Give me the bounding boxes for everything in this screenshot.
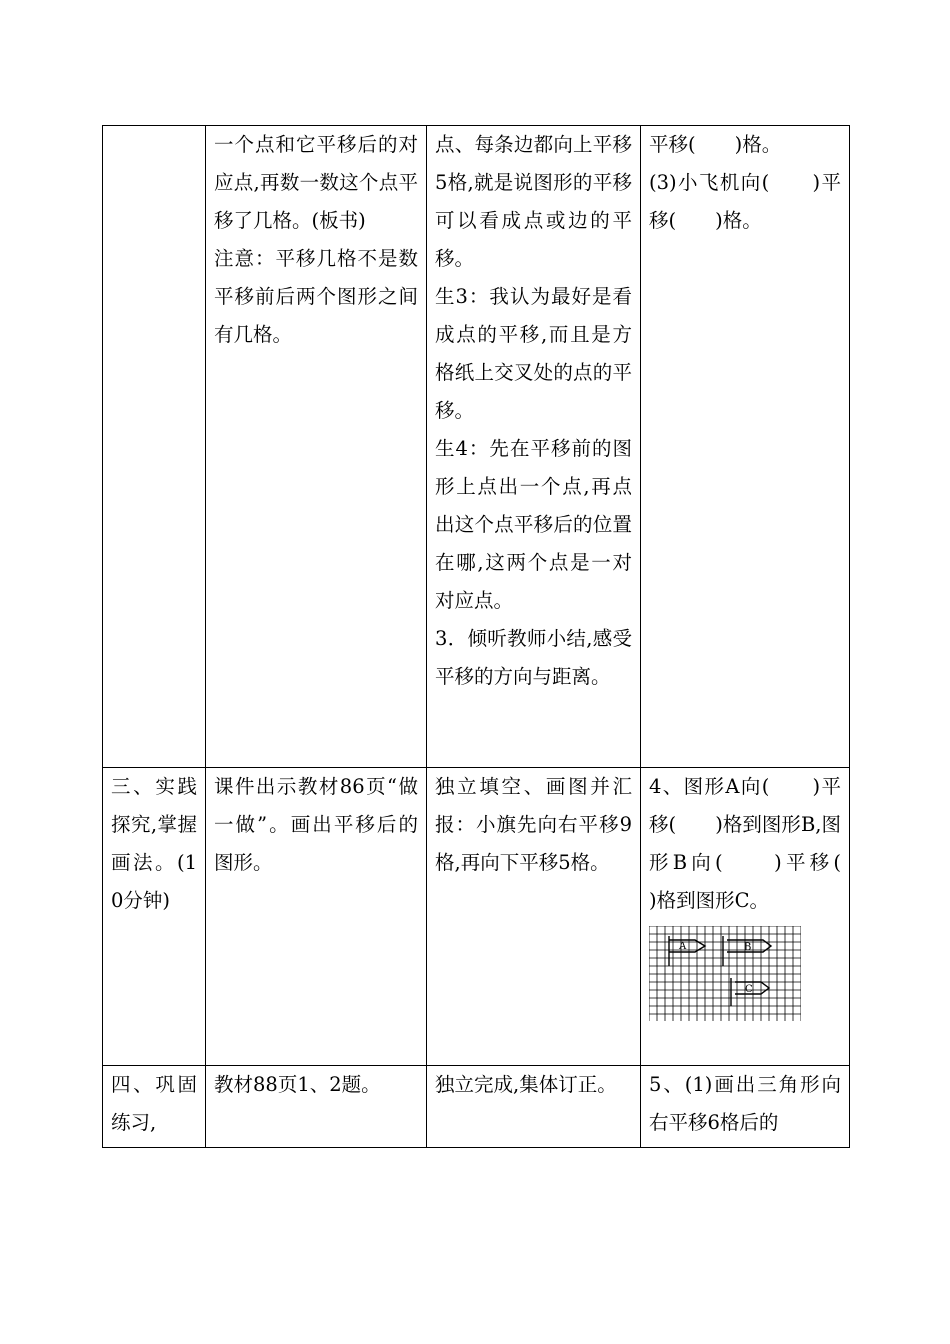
- paragraph: 5、(1)画出三角形向右平移6格后的: [649, 1073, 841, 1134]
- paragraph: 独立完成,集体订正。: [435, 1073, 617, 1096]
- paragraph: 注意：平移几格不是数平移前后两个图形之间有几格。: [214, 247, 418, 346]
- label-c: C: [745, 984, 753, 995]
- label-a: A: [679, 941, 687, 952]
- paragraph: 3．倾听教师小结,感受平移的方向与距离。: [435, 627, 632, 688]
- paragraph: 课件出示教材86页“做一做”。画出平移后的图形。: [214, 775, 418, 874]
- flag-a-shape: [669, 936, 705, 966]
- translation-grid-figure: [649, 920, 841, 1031]
- paragraph: 4、图形A向( )平移( )格到图形B,图形B向( )平移( )格到图形C。: [649, 775, 881, 912]
- grid-figure-svg: [649, 926, 801, 1021]
- paragraph: 四、巩固练习,: [111, 1073, 197, 1134]
- paragraph: 生4：先在平移前的图形上点出一个点,再点出这个点平移后的位置在哪,这两个点是一对对应点。: [435, 437, 632, 612]
- stage-cell: [103, 126, 206, 768]
- paragraph: 教材88页1、2题。: [214, 1073, 381, 1096]
- paragraph: 三、实践探究,掌握画法。(10分钟): [111, 775, 197, 912]
- paragraph: 一个点和它平移后的对应点,再数一数这个点平移了几格。(板书): [214, 133, 418, 232]
- teacher-activity-cell: [206, 126, 427, 768]
- teacher-activity-cell: [206, 768, 427, 1066]
- teacher-activity-cell: [206, 1066, 427, 1148]
- paragraph: 平移( )格。: [649, 133, 782, 156]
- exercise-cell: [641, 1066, 850, 1148]
- paragraph: (3)小飞机向( )平移( )格。: [649, 171, 841, 232]
- paragraph: 独立填空、画图并汇报：小旗先向右平移9格,再向下平移5格。: [435, 775, 632, 874]
- table-row: [103, 768, 850, 1066]
- stage-cell: [103, 1066, 206, 1148]
- stage-cell: [103, 768, 206, 1066]
- student-activity-cell: [427, 768, 641, 1066]
- student-activity-cell: [427, 1066, 641, 1148]
- lesson-plan-table: [102, 125, 881, 1148]
- paragraph: 生3：我认为最好是看成点的平移,而且是方格纸上交叉处的点的平移。: [435, 285, 632, 422]
- exercise-cell: [641, 768, 881, 1066]
- student-activity-cell: [427, 126, 641, 768]
- label-b: B: [744, 942, 752, 953]
- exercise-cell: [641, 126, 850, 768]
- paragraph: 点、每条边都向上平移5格,就是说图形的平移可以看成点或边的平移。: [435, 133, 632, 270]
- table-row: [103, 1066, 850, 1148]
- table-row: [103, 126, 850, 768]
